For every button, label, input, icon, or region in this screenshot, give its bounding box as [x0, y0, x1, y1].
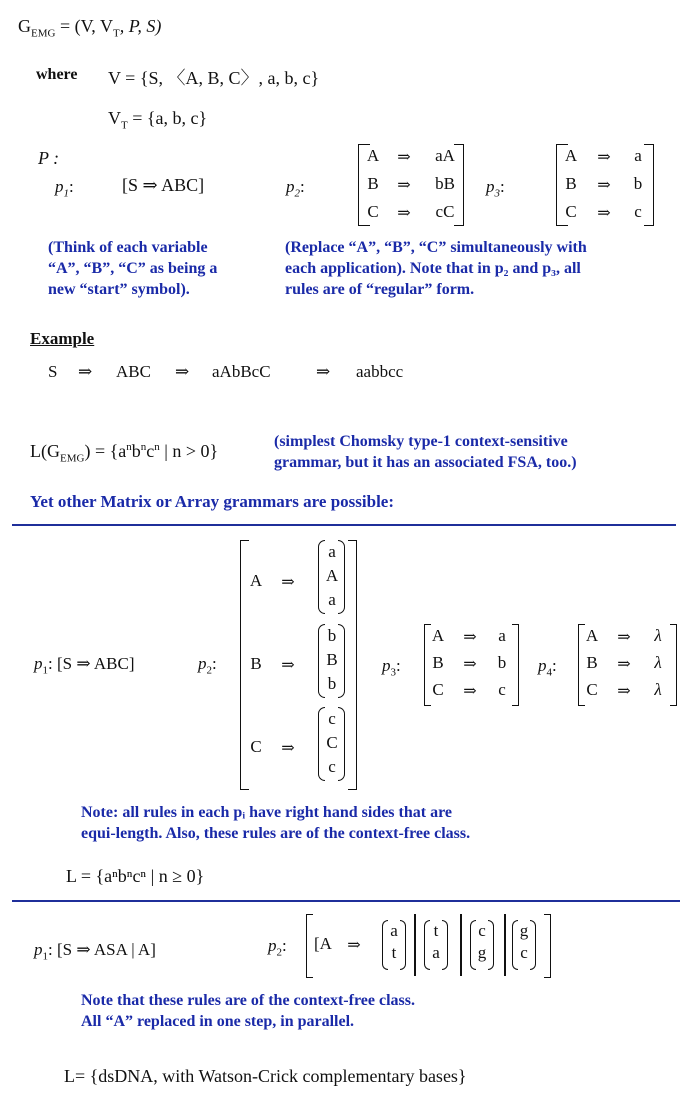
s2-p2-rhs-c-2: C — [326, 733, 338, 752]
s2-p3-colon: : — [396, 656, 401, 675]
s3-sep-1 — [414, 914, 416, 976]
p-label: P : — [38, 148, 60, 168]
note-type1 — [274, 431, 577, 473]
s2-p3-lhs-a: A — [431, 626, 445, 645]
example-derivation — [48, 362, 448, 386]
p2-arrow-b: ⇒ — [397, 177, 411, 194]
p3-rhs-a: a — [634, 146, 642, 165]
s2-p4-arrow-a: ⇒ — [617, 629, 631, 646]
deriv-aabbcc-mixed: aAbBcC — [212, 362, 271, 381]
s3-p2-label — [268, 936, 287, 958]
divider-2 — [12, 900, 680, 902]
s2-p4-colon: : — [552, 656, 557, 675]
vt-subscript: T — [112, 27, 120, 40]
s2-p3-right-bracket — [512, 624, 519, 706]
note-parallel-line-2: All “A” replaced in one step, in parallel. — [81, 1013, 355, 1030]
p2-matrix — [356, 142, 468, 228]
s3-lhs: [A — [314, 934, 332, 953]
s2-p2-sub: 2 — [206, 664, 212, 677]
p3-label — [486, 177, 505, 199]
s2-p4-p: p — [538, 656, 547, 675]
s2-p4-label — [538, 656, 557, 678]
s3-p1 — [34, 940, 156, 962]
s2-p3-lhs-b: B — [432, 653, 444, 672]
s2-p4-rhs-b: λ — [654, 653, 662, 672]
s3-pair3-bottom: g — [477, 943, 487, 962]
lang-c: c — [146, 441, 155, 461]
s2-p4-arrow-c: ⇒ — [617, 683, 631, 700]
dsdna-language: L= {dsDNA, with Watson-Crick complementary bases} — [64, 1066, 467, 1086]
example-heading: Example — [30, 329, 95, 348]
deriv-result: aabbcc — [356, 362, 404, 381]
p1-sub: 1 — [63, 187, 69, 200]
language-emg — [30, 441, 218, 465]
p2-rhs-c: cC — [435, 202, 455, 221]
g-subscript: EMG — [31, 27, 56, 40]
s2-p3-sub: 3 — [390, 666, 396, 679]
deriv-arrow-1: ⇒ — [78, 362, 93, 381]
s2-p1-p: p — [34, 654, 43, 673]
s3-pair1-top: a — [390, 921, 398, 940]
s2-p2-rhs-b-1: b — [327, 626, 337, 645]
lang-eq: ) = {a — [84, 441, 127, 461]
s2-p2-lhs-b: B — [250, 654, 262, 673]
p2-rhs-a: aA — [435, 146, 455, 165]
p3-rhs-c: c — [634, 202, 642, 221]
s2-p1-rule: : [S ⇒ ABC] — [48, 654, 135, 673]
p3-rhs-b: b — [633, 174, 643, 193]
p1-p: p — [55, 177, 64, 196]
s2-p2-rhs-c-1: c — [328, 709, 336, 728]
s2-p1 — [34, 654, 135, 676]
note-left-line-3: new “start” symbol). — [48, 281, 190, 298]
s2-p2-lhs-a: A — [249, 571, 263, 590]
lang-b: b — [131, 441, 141, 461]
p2-lhs-a: A — [366, 146, 380, 165]
lang-rest: | n > 0} — [159, 441, 219, 461]
lang-sub: EMG — [60, 452, 85, 465]
p3-p: p — [486, 177, 495, 196]
lang-sup-2: n — [140, 441, 147, 453]
s2-p3-lhs-c: C — [432, 680, 444, 699]
s2-p2-right-bracket — [348, 540, 357, 790]
p2-colon: : — [300, 177, 305, 196]
p2-rhs-b: bB — [435, 174, 455, 193]
note-equi-length — [81, 802, 470, 844]
deriv-arrow-3: ⇒ — [316, 362, 331, 381]
s3-p2-colon: : — [282, 936, 287, 955]
vt-set: = {a, b, c} — [132, 108, 208, 128]
s2-p4-sub: 4 — [546, 666, 552, 679]
s2-p2-rhs-a-1: a — [328, 542, 336, 561]
s3-sep-3 — [504, 914, 506, 976]
divider-1 — [12, 524, 676, 526]
s3-p1-sub: 1 — [42, 950, 48, 963]
p3-lhs-c: C — [565, 202, 577, 221]
s2-p4-right-bracket — [670, 624, 677, 706]
s2-p2-rhs-a-2: A — [325, 566, 339, 585]
s3-pair3-top: c — [478, 921, 486, 940]
g-symbol: G — [18, 16, 31, 36]
s3-pair2-top: t — [433, 921, 439, 940]
lang-sup-1: n — [126, 441, 132, 453]
grammar-definition — [18, 16, 161, 40]
vt-sub: T — [121, 119, 128, 132]
deriv-arrow-2: ⇒ — [175, 362, 190, 381]
tuple-rest: , P, S) — [119, 16, 162, 36]
s2-p2-arrow-c: ⇒ — [281, 740, 295, 757]
p3-sub: 3 — [494, 187, 500, 200]
s2-p2-colon: : — [212, 654, 217, 673]
s3-right-bracket — [544, 914, 551, 978]
s2-p2-rhs-b-2: B — [326, 650, 338, 669]
transition-text: Yet other Matrix or Array grammars are possible: — [30, 492, 394, 511]
s2-p3-p: p — [382, 656, 391, 675]
s3-pair4-top: g — [519, 921, 529, 940]
p2-label — [286, 177, 305, 199]
p2-lhs-c: C — [367, 202, 379, 221]
s3-p2-p: p — [268, 936, 277, 955]
lang-sup-3: n — [154, 441, 160, 453]
where-label: where — [36, 66, 78, 83]
p2-sub: 2 — [294, 187, 300, 200]
s3-sep-2 — [460, 914, 462, 976]
s2-p2-rhs-c-3: c — [328, 757, 336, 776]
note-right-line-3: rules are of “regular” form. — [285, 281, 475, 298]
note-right-line-2: each application). Note that in p₂ and p₃, all — [285, 260, 581, 277]
s3-pair2-bottom: a — [432, 943, 440, 962]
s2-p4-lhs-c: C — [586, 680, 598, 699]
s2-p3-arrow-c: ⇒ — [463, 683, 477, 700]
p3-lhs-a: A — [564, 146, 578, 165]
p1-label — [55, 177, 74, 199]
s2-p2-rhs-b-3: b — [327, 674, 337, 693]
p2-p: p — [286, 177, 295, 196]
p3-arrow-c: ⇒ — [597, 205, 611, 222]
note-start-symbol — [48, 237, 217, 300]
vt-definition — [108, 108, 207, 132]
deriv-s: S — [48, 362, 58, 381]
note-type1-line-1: (simplest Chomsky type-1 context-sensitive — [274, 433, 568, 450]
s2-p3-label — [382, 656, 401, 678]
s2-p4-lhs-a: A — [585, 626, 599, 645]
s3-p1-rule: : [S ⇒ ASA | A] — [48, 940, 156, 959]
s3-pair1-bottom: t — [391, 943, 397, 962]
note-right-line-1: (Replace “A”, “B”, “C” simultaneously with — [285, 239, 587, 256]
p3-arrow-b: ⇒ — [597, 177, 611, 194]
lang-lhs: L(G — [30, 441, 60, 461]
p2-lhs-b: B — [367, 174, 379, 193]
s2-p4-rhs-a: λ — [654, 626, 662, 645]
s2-p4-rhs-c: λ — [654, 680, 662, 699]
note-equi-line-2: equi-length. Also, these rules are of the context-free class. — [81, 825, 471, 842]
p2-arrow-c: ⇒ — [397, 205, 411, 222]
p3-lhs-b: B — [565, 174, 577, 193]
s2-p1-sub: 1 — [42, 664, 48, 677]
p2-arrow-a: ⇒ — [397, 149, 411, 166]
vt-symbol: V — [108, 108, 121, 128]
s3-p1-p: p — [34, 940, 43, 959]
p1-rule: [S ⇒ ABC] — [122, 175, 205, 195]
note-type1-line-2: grammar, but it has an associated FSA, too.) — [274, 454, 577, 471]
s2-p3-rhs-a: a — [498, 626, 506, 645]
s3-arrow: ⇒ — [347, 937, 361, 954]
s2-p2-rhs-a-3: a — [328, 590, 336, 609]
s2-p3-rhs-c: c — [498, 680, 506, 699]
s2-p2-p: p — [198, 654, 207, 673]
s2-p2-arrow-b: ⇒ — [281, 657, 295, 674]
note-left-line-1: (Think of each variable — [48, 239, 208, 256]
s3-left-bracket — [306, 914, 313, 978]
note-left-line-2: “A”, “B”, “C” as being a — [48, 260, 218, 277]
p3-colon: : — [500, 177, 505, 196]
note-parallel-line-1: Note that these rules are of the context-free class. — [81, 992, 415, 1009]
v-definition: V = {S, 〈A, B, C〉, a, b, c} — [108, 68, 320, 88]
s2-p3-arrow-b: ⇒ — [463, 656, 477, 673]
s2-p2-arrow-a: ⇒ — [281, 574, 295, 591]
tuple-start: = (V, V — [59, 16, 113, 36]
p1-colon: : — [69, 177, 74, 196]
s2-language: L = {aⁿbⁿcⁿ | n ≥ 0} — [66, 866, 205, 886]
s2-p2-label — [198, 654, 217, 676]
note-regular-form — [285, 237, 587, 300]
s3-p2-sub: 2 — [276, 946, 282, 959]
p3-arrow-a: ⇒ — [597, 149, 611, 166]
s2-p2-lhs-c: C — [250, 737, 262, 756]
s3-pair4-bottom: c — [520, 943, 528, 962]
s2-p4-lhs-b: B — [586, 653, 598, 672]
s2-p3-arrow-a: ⇒ — [463, 629, 477, 646]
s2-p4-arrow-b: ⇒ — [617, 656, 631, 673]
note-equi-line-1: Note: all rules in each pᵢ have right hand sides that are — [81, 804, 452, 821]
s2-p3-rhs-b: b — [497, 653, 507, 672]
p3-matrix — [554, 142, 656, 228]
note-parallel — [81, 990, 415, 1032]
deriv-abc: ABC — [116, 362, 151, 381]
